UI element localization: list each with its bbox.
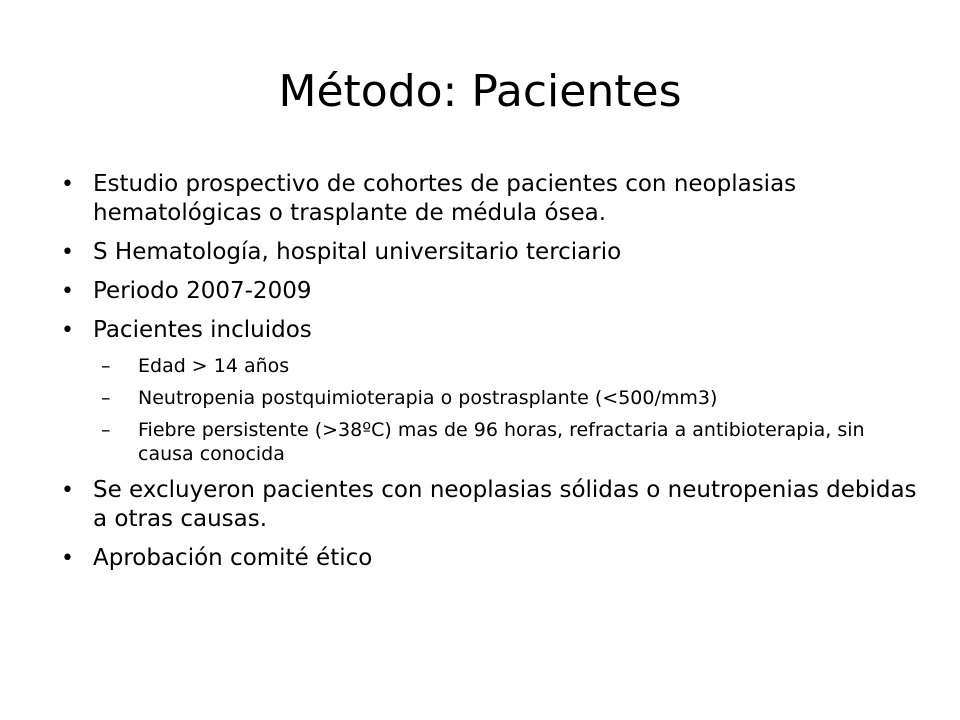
bullet-icon: • [61,240,74,265]
slide-content [60,170,920,583]
bullet-item [60,316,920,466]
bullet-item [60,277,920,306]
bullet-item [60,170,920,228]
sub-bullet-item [93,418,920,466]
bullet-text: Aprobación comité ético [93,545,373,571]
sub-bullet-text: Edad > 14 años [138,355,290,377]
bullet-item [60,238,920,267]
bullet-item [60,544,920,573]
sub-bullet-text: Neutropenia postquimioterapia o postrasplante (<500/mm3) [138,387,718,409]
sub-bullet-item [93,386,920,410]
dash-icon: – [101,387,111,409]
sub-bullet-text: Fiebre persistente (>38ºC) mas de 96 horas, refractaria a antibioterapia, sin causa conocida [138,419,865,465]
bullet-text: Pacientes incluidos [93,317,312,343]
bullet-icon: • [61,318,74,343]
bullet-list [60,170,920,573]
bullet-text: S Hematología, hospital universitario terciario [93,239,622,265]
sub-bullet-item [93,354,920,378]
bullet-icon: • [61,172,74,197]
dash-icon: – [101,355,111,377]
bullet-icon: • [61,279,74,304]
sub-bullet-list [93,354,920,466]
bullet-icon: • [61,478,74,503]
bullet-text: Estudio prospectivo de cohortes de pacientes con neoplasias hematológicas o trasplante de médula ósea. [93,171,797,226]
bullet-icon: • [61,546,74,571]
dash-icon: – [101,419,111,441]
bullet-item [60,476,920,534]
bullet-text: Se excluyeron pacientes con neoplasias sólidas o neutropenias debidas a otras causas. [93,477,917,532]
bullet-text: Periodo 2007-2009 [93,278,312,304]
slide-title: Método: Pacientes [278,66,682,117]
